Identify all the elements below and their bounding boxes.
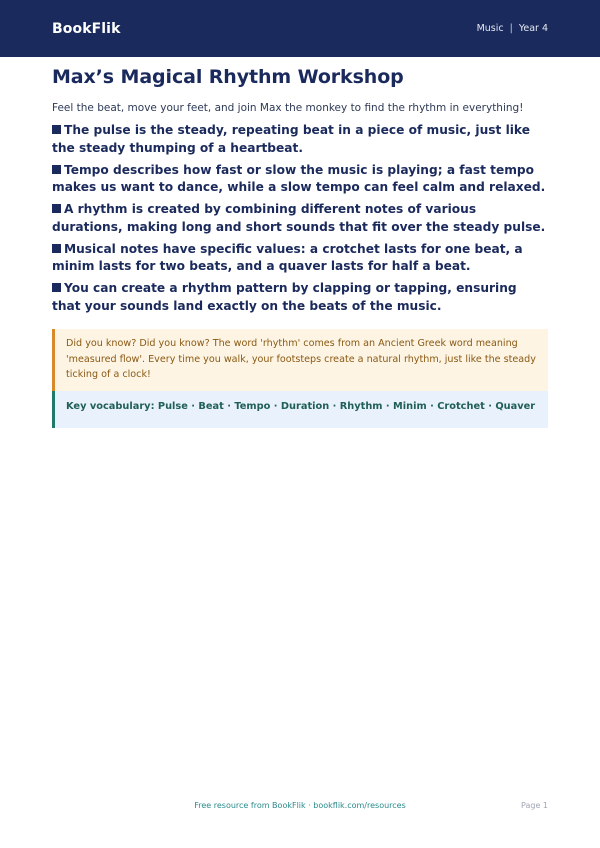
square-bullet-icon [52,165,61,174]
key-point [52,280,548,315]
key-point [52,122,548,157]
breadcrumb-separator: | [509,23,513,34]
key-vocabulary-box: Key vocabulary: Pulse · Beat · Tempo · Duration · Rhythm · Minim · Crotchet · Quaver [52,391,548,428]
did-you-know-callout: Did you know? Did you know? The word 'rhythm' comes from an Ancient Greek word meaning 'measured flow'. Every time you walk, your footsteps create a natural rhythm, just like the steady ticking of a clock! [52,329,548,391]
key-point-text: The pulse is the steady, repeating beat in a piece of music, just like the steady thumping of a heartbeat. [52,123,530,155]
key-point [52,241,548,276]
breadcrumb [477,23,548,34]
key-point-text: You can create a rhythm pattern by clapping or tapping, ensuring that your sounds land exactly on the beats of the music. [52,281,517,313]
key-point-text: Musical notes have specific values: a crotchet lasts for one beat, a minim lasts for two beats, and a quaver lasts for half a beat. [52,241,523,273]
key-point-text: Tempo describes how fast or slow the music is playing; a fast tempo makes us want to dance, while a slow tempo can feel calm and relaxed. [52,162,546,194]
square-bullet-icon [52,244,61,253]
main-content [52,66,548,428]
breadcrumb-subject: Music [476,23,504,34]
key-point [52,162,548,197]
footer-credit-link[interactable]: Free resource from BookFlik · bookflik.com/resources [194,801,406,810]
header-bar [0,0,600,57]
page-footer [52,801,548,815]
key-point-text: A rhythm is created by combining different notes of various durations, making long and short sounds that fit over the steady pulse. [52,202,546,234]
square-bullet-icon [52,125,61,134]
intro-text: Feel the beat, move your feet, and join Max the monkey to find the rhythm in everything! [52,102,524,114]
brand-logo[interactable]: BookFlik [52,20,121,37]
page-number: Page 1 [521,801,548,810]
key-point [52,201,548,236]
page-title: Max’s Magical Rhythm Workshop [52,66,404,88]
square-bullet-icon [52,204,61,213]
breadcrumb-year: Year 4 [518,23,548,34]
square-bullet-icon [52,283,61,292]
key-points-list [52,122,548,315]
